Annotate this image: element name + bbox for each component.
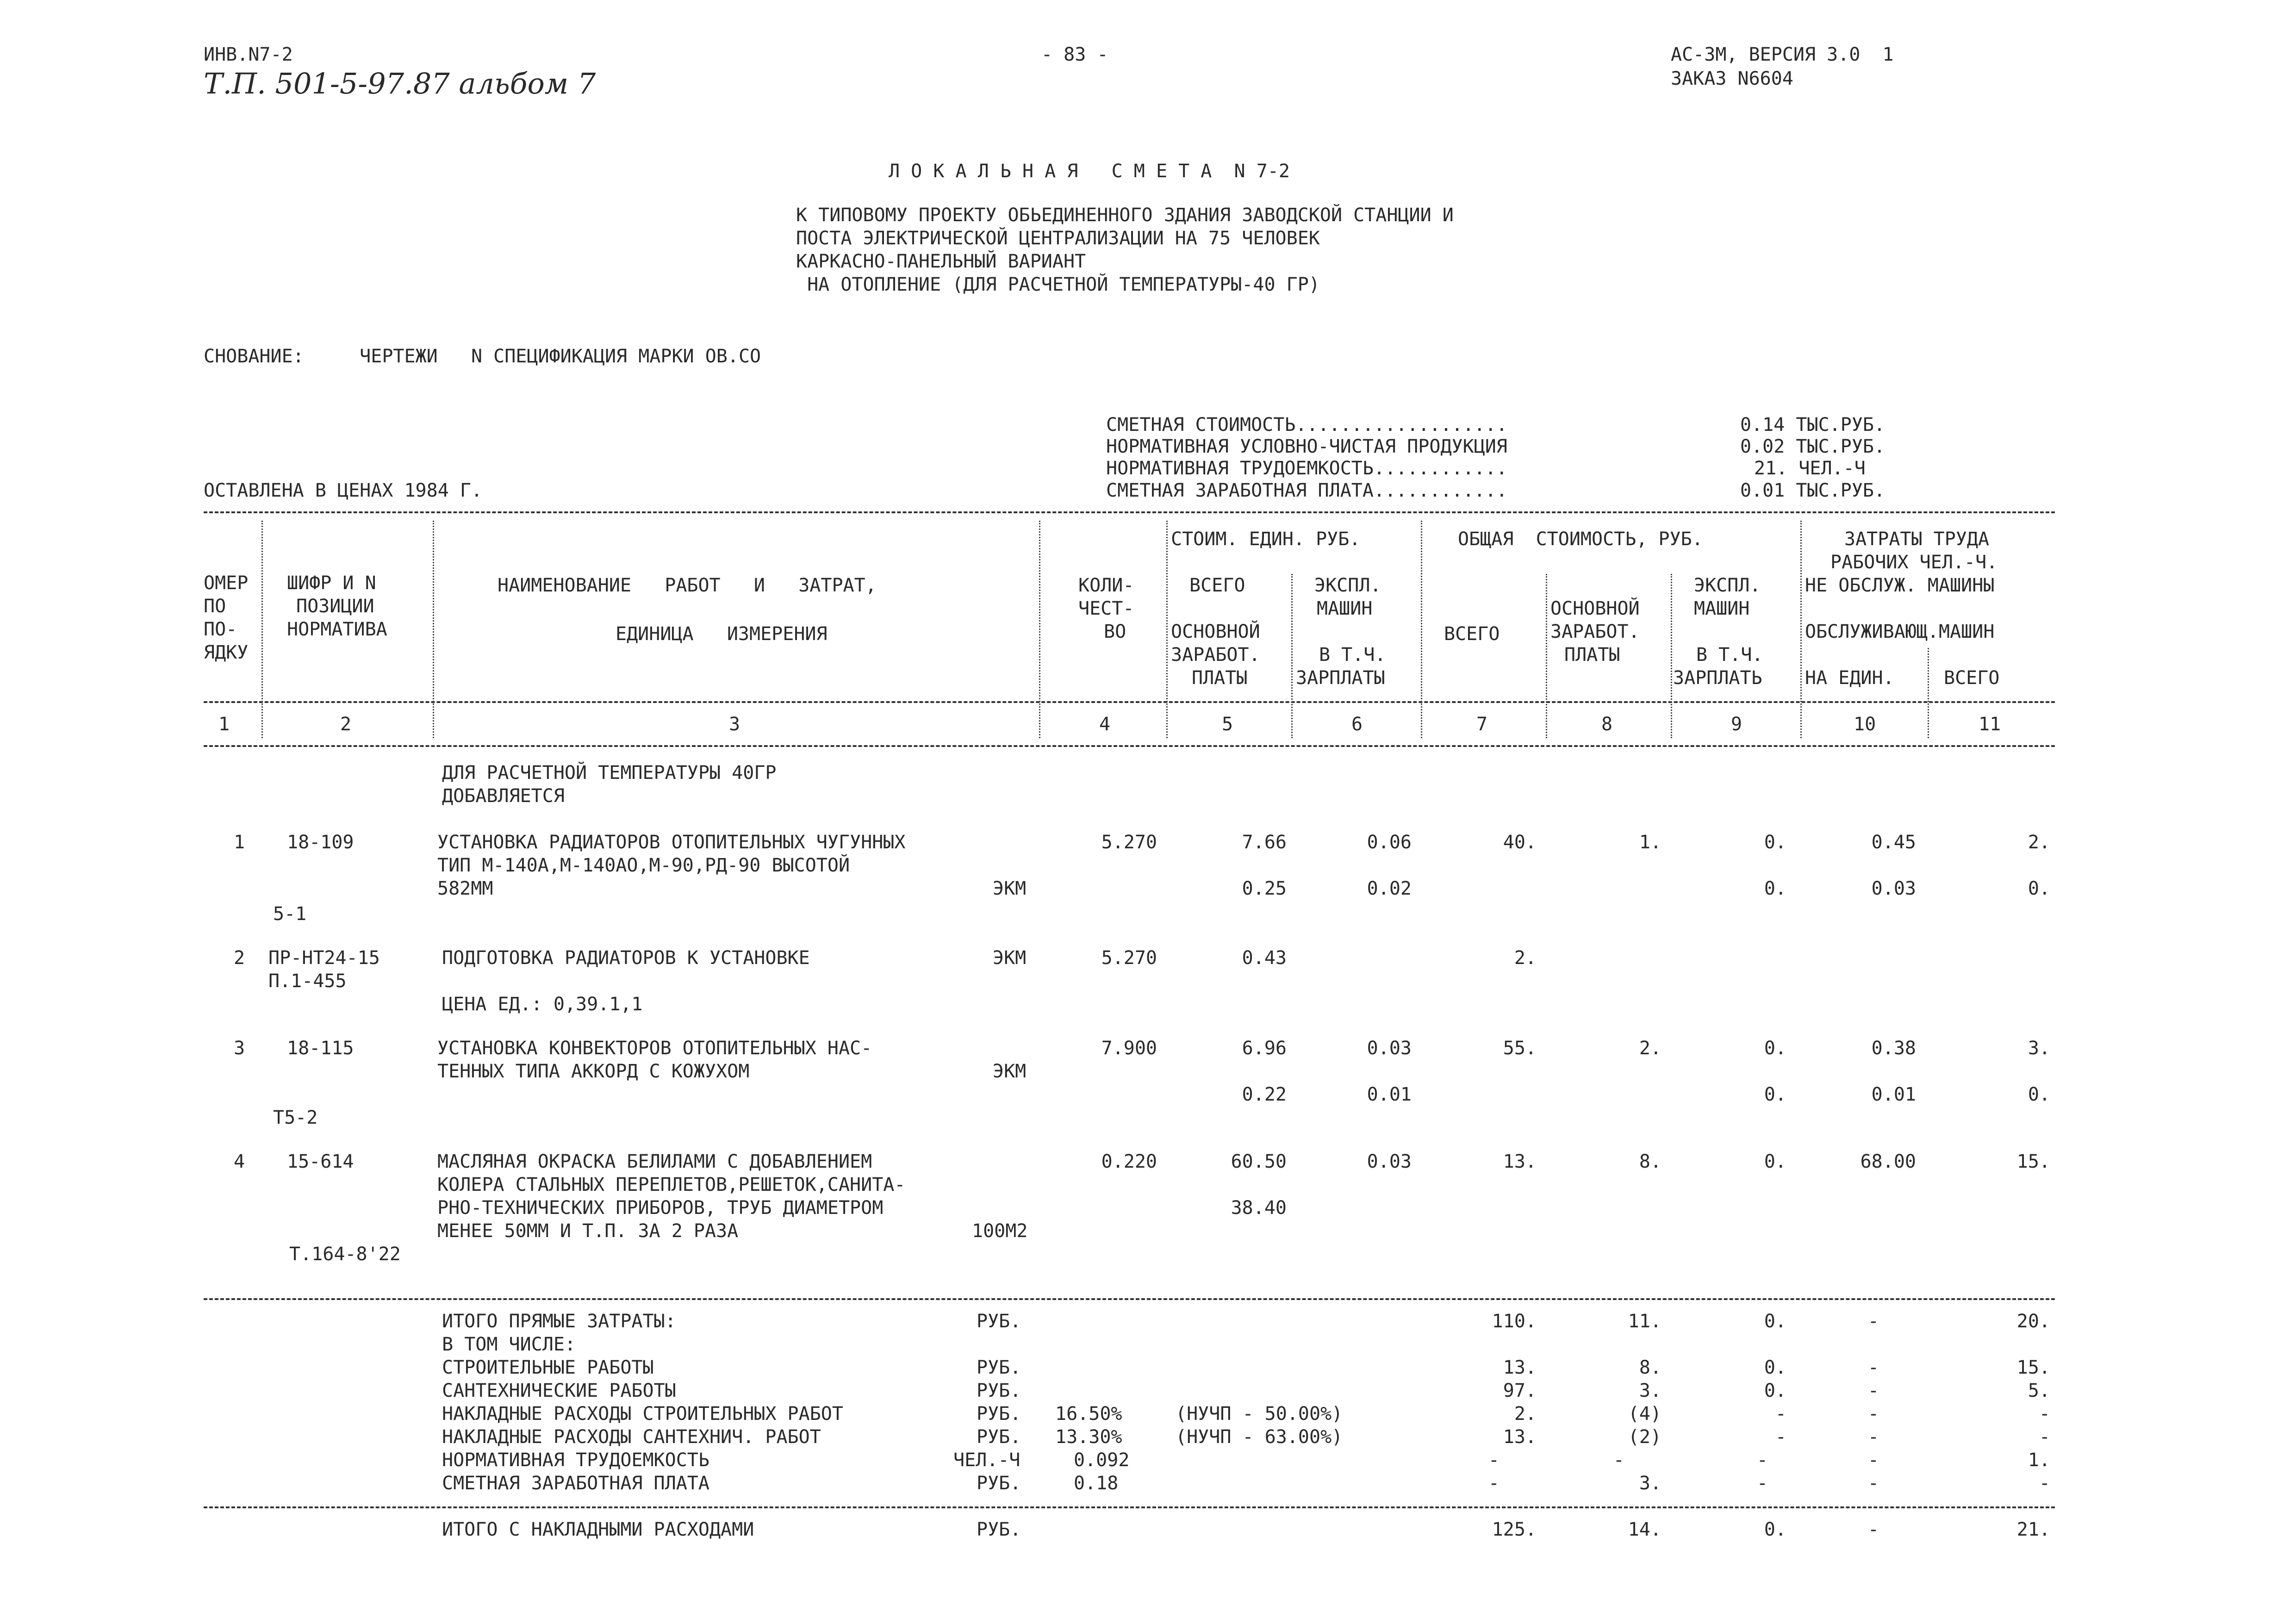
total-label: СТРОИТЕЛЬНЫЕ РАБОТЫ	[442, 1357, 654, 1378]
column-number: 2	[340, 714, 352, 735]
total-unit: РУБ.	[977, 1357, 1021, 1378]
row-labor-total-machines: 0.	[2028, 1084, 2050, 1105]
row-labor-unit-machines: 0.03	[1871, 878, 1916, 899]
row-unit: ЭКМ	[993, 878, 1027, 899]
col3-header: ЕДИНИЦА ИЗМЕРЕНИЯ	[616, 623, 828, 645]
total-label: СМЕТНАЯ ЗАРАБОТНАЯ ПЛАТА	[442, 1473, 709, 1494]
column-number: 3	[729, 714, 740, 735]
column-separator	[1546, 574, 1547, 738]
total-note: (НУЧП - 63.00%)	[1176, 1426, 1343, 1448]
column-separator	[1800, 521, 1802, 738]
column-number: 7	[1476, 714, 1488, 735]
total-machines: 0.	[1764, 1311, 1786, 1332]
col5-header: ПЛАТЫ	[1192, 667, 1248, 689]
total-label: НОРМАТИВНАЯ ТРУДОЕМКОСТЬ	[442, 1450, 709, 1471]
total-percent: 0.092	[1074, 1450, 1130, 1471]
col9-header: В Т.Ч.	[1696, 644, 1763, 666]
total-labor: -	[2039, 1403, 2050, 1425]
row-number: 2	[234, 947, 245, 969]
col5-header: ОСНОВНОЙ	[1171, 621, 1260, 642]
total-label: В ТОМ ЧИСЛЕ:	[442, 1334, 576, 1355]
total-salary: -	[1613, 1450, 1624, 1471]
column-number: 5	[1222, 714, 1233, 735]
summary-value: 0.01 ТЫС.РУБ.	[1740, 480, 1885, 501]
col5-header: ЗАРАБОТ.	[1171, 644, 1260, 666]
col2-header: ШИФР И N	[287, 572, 376, 594]
col4-header: ЧЕСТ-	[1078, 598, 1134, 619]
column-separator	[1928, 648, 1929, 738]
row-price-note: ЦЕНА ЕД.: 0,39.1,1	[442, 994, 643, 1015]
total-unit: РУБ.	[977, 1311, 1021, 1332]
total-salary: 3.	[1639, 1473, 1661, 1494]
row-machines: 0.	[1764, 1151, 1786, 1172]
column-number: 11	[1979, 714, 2001, 735]
col11-header: ВСЕГО	[1944, 667, 2000, 689]
grand-total-unit: РУБ.	[977, 1519, 1021, 1540]
col2-header: НОРМАТИВА	[287, 619, 387, 640]
total-salary: (4)	[1628, 1403, 1661, 1425]
total-sum: -	[1488, 1450, 1500, 1471]
grand-total-machines: 0.	[1764, 1519, 1786, 1540]
total-labor: -	[2039, 1473, 2050, 1494]
row-name: МЕНЕЕ 50ММ И Т.П. ЗА 2 РАЗА	[437, 1220, 739, 1242]
section-title: ДЛЯ РАСЧЕТНОЙ ТЕМПЕРАТУРЫ 40ГР	[442, 762, 777, 784]
column-separator	[1421, 521, 1422, 738]
column-separator	[261, 521, 263, 738]
row-name: УСТАНОВКА КОНВЕКТОРОВ ОТОПИТЕЛЬНЫХ НАС-	[437, 1038, 872, 1059]
row-qty: 5.270	[1101, 832, 1157, 853]
row-total: 55.	[1503, 1038, 1537, 1059]
row-name: РНО-ТЕХНИЧЕСКИХ ПРИБОРОВ, ТРУБ ДИАМЕТРОМ	[437, 1197, 884, 1219]
column-separator	[1671, 574, 1672, 738]
col1-header: ОМЕР	[204, 572, 249, 594]
col10-header: НА ЕДИН.	[1805, 667, 1894, 689]
total-cost-header: ОБЩАЯ СТОИМОСТЬ, РУБ.	[1458, 529, 1703, 550]
row-name: ТИП М-140А,М-140АО,М-90,РД-90 ВЫСОТОЙ	[437, 855, 850, 876]
col6-header: МАШИН	[1317, 598, 1373, 619]
labor-header: НЕ ОБСЛУЖ. МАШИНЫ	[1805, 575, 1995, 596]
total-sum: 2.	[1514, 1403, 1537, 1425]
labor-header: РАБОЧИХ ЧЕЛ.-Ч.	[1830, 552, 1998, 573]
row-unit: ЭКМ	[993, 947, 1027, 969]
title-line: ПОСТА ЭЛЕКТРИЧЕСКОЙ ЦЕНТРАЛИЗАЦИИ НА 75 ЧЕЛОВЕК	[796, 228, 1320, 249]
total-labor: -	[2039, 1426, 2050, 1448]
grand-total-labor-unit: -	[1867, 1519, 1879, 1540]
row-code-extra: Т.164-8'22	[289, 1244, 401, 1265]
col4-header: ВО	[1104, 621, 1126, 642]
row-unit-salary: 38.40	[1231, 1197, 1287, 1219]
total-salary: 3.	[1639, 1380, 1661, 1401]
total-label: НАКЛАДНЫЕ РАСХОДЫ САНТЕХНИЧ. РАБОТ	[442, 1426, 821, 1448]
row-unit-machines: 0.03	[1367, 1038, 1412, 1059]
column-number: 6	[1351, 714, 1363, 735]
row-qty: 7.900	[1101, 1038, 1157, 1059]
total-salary: 11.	[1628, 1311, 1661, 1332]
col9-header: ЭКСПЛ.	[1694, 575, 1761, 596]
row-labor-total: 15.	[2016, 1151, 2050, 1172]
total-label: САНТЕХНИЧЕСКИЕ РАБОТЫ	[442, 1380, 676, 1401]
row-labor-unit: 0.45	[1871, 832, 1916, 853]
row-salary: 1.	[1639, 832, 1661, 853]
row-code-extra: 5-1	[273, 903, 307, 925]
total-sum: -	[1488, 1473, 1500, 1494]
row-unit-total: 60.50	[1231, 1151, 1287, 1172]
total-percent: 0.18	[1074, 1473, 1119, 1494]
total-salary: 8.	[1639, 1357, 1661, 1378]
row-labor-unit: 0.38	[1871, 1038, 1916, 1059]
unit-cost-header: СТОИМ. ЕДИН. РУБ.	[1171, 529, 1361, 550]
total-unit: РУБ.	[977, 1426, 1021, 1448]
total-percent: 13.30%	[1055, 1426, 1122, 1448]
total-labor: 20.	[2016, 1311, 2050, 1332]
total-machines: -	[1756, 1450, 1768, 1471]
page-number: - 83 -	[1041, 44, 1108, 65]
total-labor: 5.	[2028, 1380, 2050, 1401]
row-code-extra: Т5-2	[273, 1107, 318, 1128]
col6-header: ЗАРПЛАТЫ	[1296, 667, 1385, 689]
col1-header: ПО-	[204, 619, 237, 640]
row-labor-unit-machines: 0.01	[1871, 1084, 1916, 1105]
col4-header: КОЛИ-	[1078, 575, 1134, 596]
row-machine-salary: 0.	[1764, 878, 1786, 899]
row-name: КОЛЕРА СТАЛЬНЫХ ПЕРЕПЛЕТОВ,РЕШЕТОК,САНИТА-	[437, 1174, 906, 1195]
total-labor: 1.	[2028, 1450, 2050, 1471]
summary-label: НОРМАТИВНАЯ УСЛОВНО-ЧИСТАЯ ПРОДУКЦИЯ	[1106, 436, 1507, 457]
row-unit-machine-salary: 0.01	[1367, 1084, 1412, 1105]
row-code: 15-614	[287, 1151, 354, 1172]
summary-value: 21. ЧЕЛ.-Ч	[1754, 458, 1866, 479]
col6-header: ЭКСПЛ.	[1314, 575, 1381, 596]
rule	[204, 1298, 2055, 1300]
total-sum: 97.	[1503, 1380, 1537, 1401]
summary-label: НОРМАТИВНАЯ ТРУДОЕМКОСТЬ............	[1106, 458, 1507, 479]
row-qty: 5.270	[1101, 947, 1157, 969]
column-separator	[1291, 574, 1293, 738]
column-separator	[1039, 521, 1040, 738]
row-name: 582ММ	[437, 878, 493, 899]
total-machines: -	[1775, 1403, 1786, 1425]
row-total: 2.	[1514, 947, 1537, 969]
program-version: АС-3М, ВЕРСИЯ 3.0 1	[1671, 44, 1894, 65]
row-salary: 2.	[1639, 1038, 1661, 1059]
basis-line: СНОВАНИЕ: ЧЕРТЕЖИ N СПЕЦИФИКАЦИЯ МАРКИ ОВ.СО	[204, 346, 761, 367]
row-code-extra: П.1-455	[268, 971, 347, 992]
total-label: НАКЛАДНЫЕ РАСХОДЫ СТРОИТЕЛЬНЫХ РАБОТ	[442, 1403, 843, 1425]
col7-header: ВСЕГО	[1444, 623, 1500, 645]
col1-header: ЯДКУ	[204, 642, 249, 663]
rule	[204, 745, 2055, 747]
total-salary: (2)	[1628, 1426, 1661, 1448]
order-number: ЗАКАЗ N6604	[1671, 68, 1793, 89]
row-unit-machines: 0.03	[1367, 1151, 1412, 1172]
labor-header: ОБСЛУЖИВАЮЩ.МАШИН	[1805, 621, 1995, 642]
row-code: 18-115	[287, 1038, 354, 1059]
grand-total-label: ИТОГО С НАКЛАДНЫМИ РАСХОДАМИ	[442, 1519, 754, 1540]
row-name: ТЕННЫХ ТИПА АККОРД С КОЖУХОМ	[437, 1061, 750, 1082]
column-separator	[1166, 521, 1168, 738]
row-unit-salary: 0.22	[1242, 1084, 1287, 1105]
column-number: 10	[1854, 714, 1876, 735]
col8-header: ОСНОВНОЙ	[1550, 598, 1640, 619]
row-name: УСТАНОВКА РАДИАТОРОВ ОТОПИТЕЛЬНЫХ ЧУГУННЫХ	[437, 832, 906, 853]
row-code: 18-109	[287, 832, 354, 853]
col6-header: В Т.Ч.	[1319, 644, 1386, 666]
row-total: 13.	[1503, 1151, 1537, 1172]
row-unit-total: 6.96	[1242, 1038, 1287, 1059]
total-labor-unit: -	[1867, 1380, 1879, 1401]
row-total: 40.	[1503, 832, 1537, 853]
row-number: 4	[234, 1151, 245, 1172]
col3-header: НАИМЕНОВАНИЕ РАБОТ И ЗАТРАТ,	[498, 575, 877, 596]
row-unit-machine-salary: 0.02	[1367, 878, 1412, 899]
row-code: ПР-НТ24-15	[268, 947, 380, 969]
total-labor-unit: -	[1867, 1311, 1879, 1332]
row-machines: 0.	[1764, 1038, 1786, 1059]
title-line: КАРКАСНО-ПАНЕЛЬНЫЙ ВАРИАНТ	[796, 251, 1086, 272]
total-sum: 13.	[1503, 1426, 1537, 1448]
rule	[204, 701, 2055, 703]
grand-total-sum: 125.	[1492, 1519, 1537, 1540]
row-name: ПОДГОТОВКА РАДИАТОРОВ К УСТАНОВКЕ	[442, 947, 810, 969]
total-labor-unit: -	[1867, 1450, 1879, 1471]
total-unit: ЧЕЛ.-Ч	[953, 1450, 1020, 1471]
summary-value: 0.02 ТЫС.РУБ.	[1740, 436, 1885, 457]
row-unit: ЭКМ	[993, 1061, 1027, 1082]
row-number: 3	[234, 1038, 245, 1059]
grand-total-labor: 21.	[2016, 1519, 2050, 1540]
total-labor: 15.	[2016, 1357, 2050, 1378]
row-labor-unit: 68.00	[1860, 1151, 1916, 1172]
inventory-number: ИНВ.N7-2	[204, 44, 293, 65]
total-percent: 16.50%	[1055, 1403, 1122, 1425]
col2-header: ПОЗИЦИИ	[296, 596, 374, 617]
column-number: 9	[1731, 714, 1742, 735]
col8-header: ЗАРАБОТ.	[1550, 621, 1640, 642]
grand-total-salary: 14.	[1628, 1519, 1661, 1540]
total-machines: 0.	[1764, 1380, 1786, 1401]
col1-header: ПО	[204, 596, 226, 617]
row-unit-total: 7.66	[1242, 832, 1287, 853]
col9-header: МАШИН	[1694, 598, 1750, 619]
row-unit-total: 0.43	[1242, 947, 1287, 969]
column-number: 8	[1601, 714, 1613, 735]
labor-header: ЗАТРАТЫ ТРУДА	[1844, 529, 1990, 550]
col5-header: ВСЕГО	[1189, 575, 1245, 596]
document-title: Л О К А Л Ь Н А Я С М Е Т А N 7-2	[889, 161, 1290, 182]
row-salary: 8.	[1639, 1151, 1661, 1172]
section-title: ДОБАВЛЯЕТСЯ	[442, 785, 565, 807]
total-label: ИТОГО ПРЯМЫЕ ЗАТРАТЫ:	[442, 1311, 676, 1332]
total-labor-unit: -	[1867, 1403, 1879, 1425]
title-line: К ТИПОВОМУ ПРОЕКТУ ОБЬЕДИНЕННОГО ЗДАНИЯ ЗАВОДСКОЙ СТАНЦИИ И	[796, 205, 1454, 226]
row-name: МАСЛЯНАЯ ОКРАСКА БЕЛИЛАМИ С ДОБАВЛЕНИЕМ	[437, 1151, 872, 1172]
row-machine-salary: 0.	[1764, 1084, 1786, 1105]
summary-value: 0.14 ТЫС.РУБ.	[1740, 414, 1885, 436]
row-qty: 0.220	[1101, 1151, 1157, 1172]
column-number: 4	[1099, 714, 1111, 735]
total-machines: -	[1756, 1473, 1768, 1494]
rule	[204, 511, 2055, 513]
total-unit: РУБ.	[977, 1473, 1021, 1494]
row-unit-salary: 0.25	[1242, 878, 1287, 899]
row-machines: 0.	[1764, 832, 1786, 853]
total-sum: 13.	[1503, 1357, 1537, 1378]
row-unit: 100М2	[972, 1220, 1028, 1242]
total-machines: -	[1775, 1426, 1786, 1448]
total-labor-unit: -	[1867, 1357, 1879, 1378]
total-labor-unit: -	[1867, 1426, 1879, 1448]
total-labor-unit: -	[1867, 1473, 1879, 1494]
col8-header: ПЛАТЫ	[1564, 644, 1620, 666]
row-labor-total-machines: 0.	[2028, 878, 2050, 899]
handwritten-album-note: Т.П. 501-5-97.87 альбом 7	[204, 67, 596, 100]
row-labor-total: 2.	[2028, 832, 2050, 853]
total-sum: 110.	[1492, 1311, 1537, 1332]
total-machines: 0.	[1764, 1357, 1786, 1378]
row-labor-total: 3.	[2028, 1038, 2050, 1059]
rule	[204, 1506, 2055, 1508]
title-line: НА ОТОПЛЕНИЕ (ДЛЯ РАСЧЕТНОЙ ТЕМПЕРАТУРЫ-40 ГР)	[796, 274, 1320, 295]
summary-label: СМЕТНАЯ СТОИМОСТЬ...................	[1106, 414, 1507, 436]
total-note: (НУЧП - 50.00%)	[1176, 1403, 1343, 1425]
row-number: 1	[234, 832, 245, 853]
col9-header: ЗАРПЛАТЬ	[1673, 667, 1762, 689]
column-number: 1	[218, 714, 230, 735]
total-unit: РУБ.	[977, 1403, 1021, 1425]
total-unit: РУБ.	[977, 1380, 1021, 1401]
column-separator	[433, 521, 434, 738]
row-unit-machines: 0.06	[1367, 832, 1412, 853]
summary-label: СМЕТНАЯ ЗАРАБОТНАЯ ПЛАТА............	[1106, 480, 1507, 501]
prices-note: ОСТАВЛЕНА В ЦЕНАХ 1984 Г.	[204, 480, 483, 501]
